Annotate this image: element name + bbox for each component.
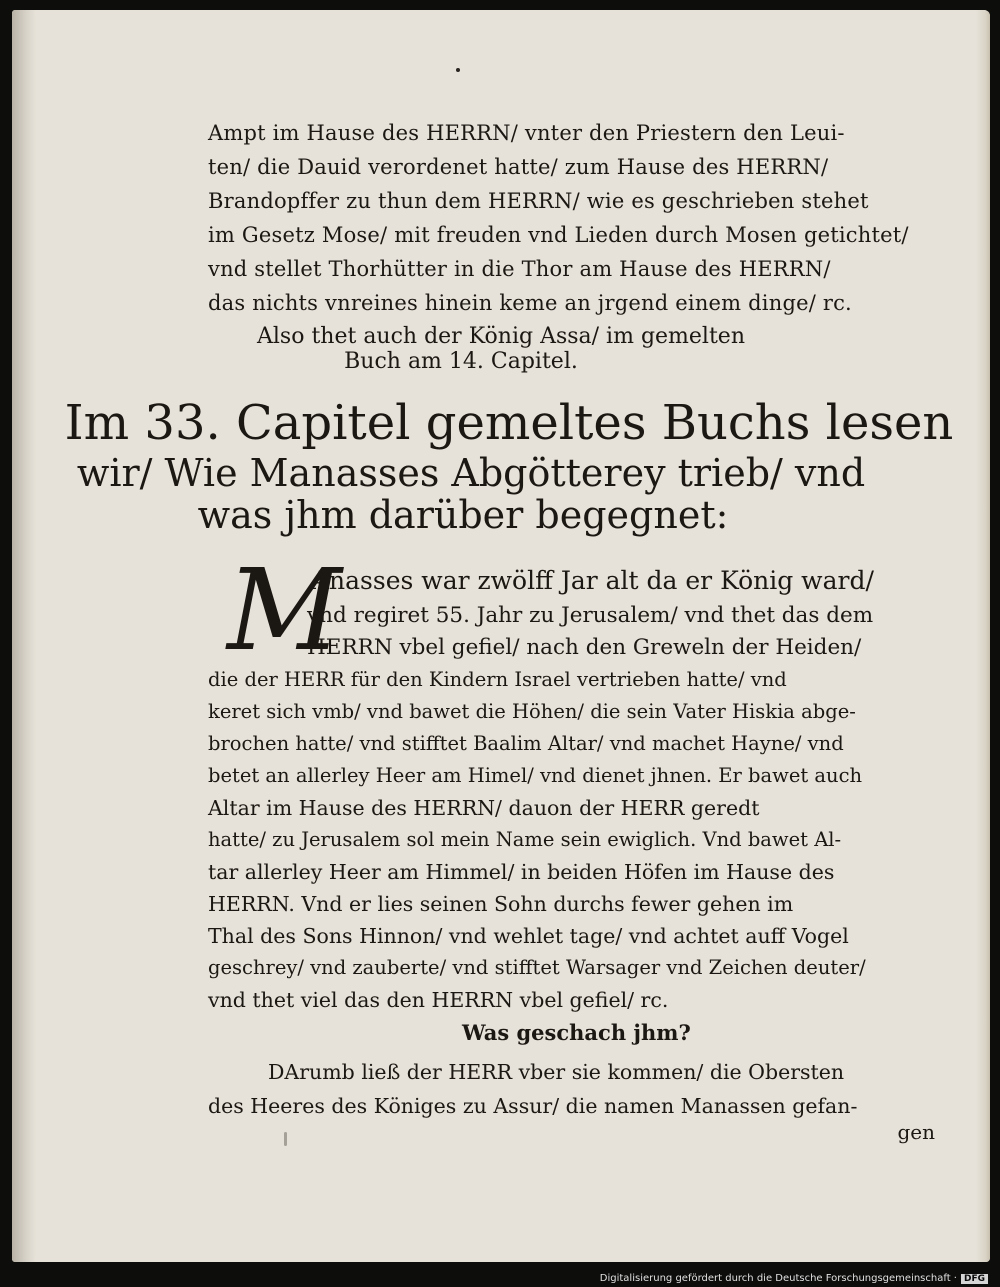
main-line: vnd regiret 55. Jahr zu Jerusalem/ vnd thet das dem [307,603,874,628]
main-line: Anasses war zwölff Jar alt da er König ward/ [311,566,874,595]
main-line: keret sich vmb/ vnd bawet die Höhen/ die sein Vater Hiskia abge- [208,700,856,723]
intro-line: das nichts vnreines hinein keme an jrgend einem dinge/ rc. [208,291,852,315]
dfg-logo: DFG [961,1274,988,1284]
intro-line: im Gesetz Mose/ mit freuden vnd Lieden durch Mosen getichtet/ [208,223,909,247]
catchword: gen [897,1120,935,1144]
main-line: betet an allerley Heer am Himel/ vnd dienet jhnen. Er bawet auch [208,764,863,787]
ink-speck [456,68,460,72]
intro-line: Ampt im Hause des HERRN/ vnter den Priestern den Leui- [208,121,845,145]
intro-line: vnd stellet Thorhütter in die Thor am Hause des HERRN/ [208,257,831,281]
chapter-heading: Im 33. Capitel gemeltes Buchs lesen [64,395,954,451]
main-line: geschrey/ vnd zauberte/ vnd stifftet Warsager vnd Zeichen deuter/ [208,956,866,979]
reference-line: Also thet auch der König Assa/ im gemelten [257,324,745,349]
main-line: HERRN. Vnd er lies seinen Sohn durchs fewer gehen im [208,892,794,916]
page-left-edge-shadow [12,10,36,1262]
main-line: tar allerley Heer am Himmel/ in beiden Höfen im Hause des [208,860,835,884]
closing-line: des Heeres des Königes zu Assur/ die namen Manassen gefan- [208,1094,858,1118]
question-line: Was geschach jhm? [462,1020,691,1045]
drop-cap: M [227,546,342,676]
closing-line: DArumb ließ der HERR vber sie kommen/ die Obersten [268,1060,845,1084]
digitization-credit [600,1273,988,1284]
main-line: Altar im Hause des HERRN/ dauon der HERR geredt [208,796,760,820]
main-line: die der HERR für den Kindern Israel vertrieben hatte/ vnd [208,668,787,691]
main-line: hatte/ zu Jerusalem sol mein Name sein ewiglich. Vnd bawet Al- [208,828,842,851]
credit-text: Digitalisierung gefördert durch die Deutsche Forschungsgemeinschaft · [599,1273,957,1284]
chapter-heading: was jhm darüber begegnet: [197,493,729,537]
main-line: vnd thet viel das den HERRN vbel gefiel/ rc. [208,988,669,1012]
main-line: HERRN vbel gefiel/ nach den Greweln der Heiden/ [307,635,862,660]
chapter-heading: wir/ Wie Manasses Abgötterey trieb/ vnd [76,451,866,495]
ink-speck [284,1132,287,1146]
page-right-edge-shadow [976,10,990,1262]
intro-line: ten/ die Dauid verordenet hatte/ zum Hause des HERRN/ [208,155,829,179]
scanned-page [12,10,990,1262]
main-line: Thal des Sons Hinnon/ vnd wehlet tage/ vnd achtet auff Vogel [208,924,849,948]
main-line: brochen hatte/ vnd stifftet Baalim Altar/ vnd machet Hayne/ vnd [208,732,844,755]
reference-line: Buch am 14. Capitel. [344,349,578,374]
intro-line: Brandopffer zu thun dem HERRN/ wie es geschrieben stehet [208,189,869,213]
